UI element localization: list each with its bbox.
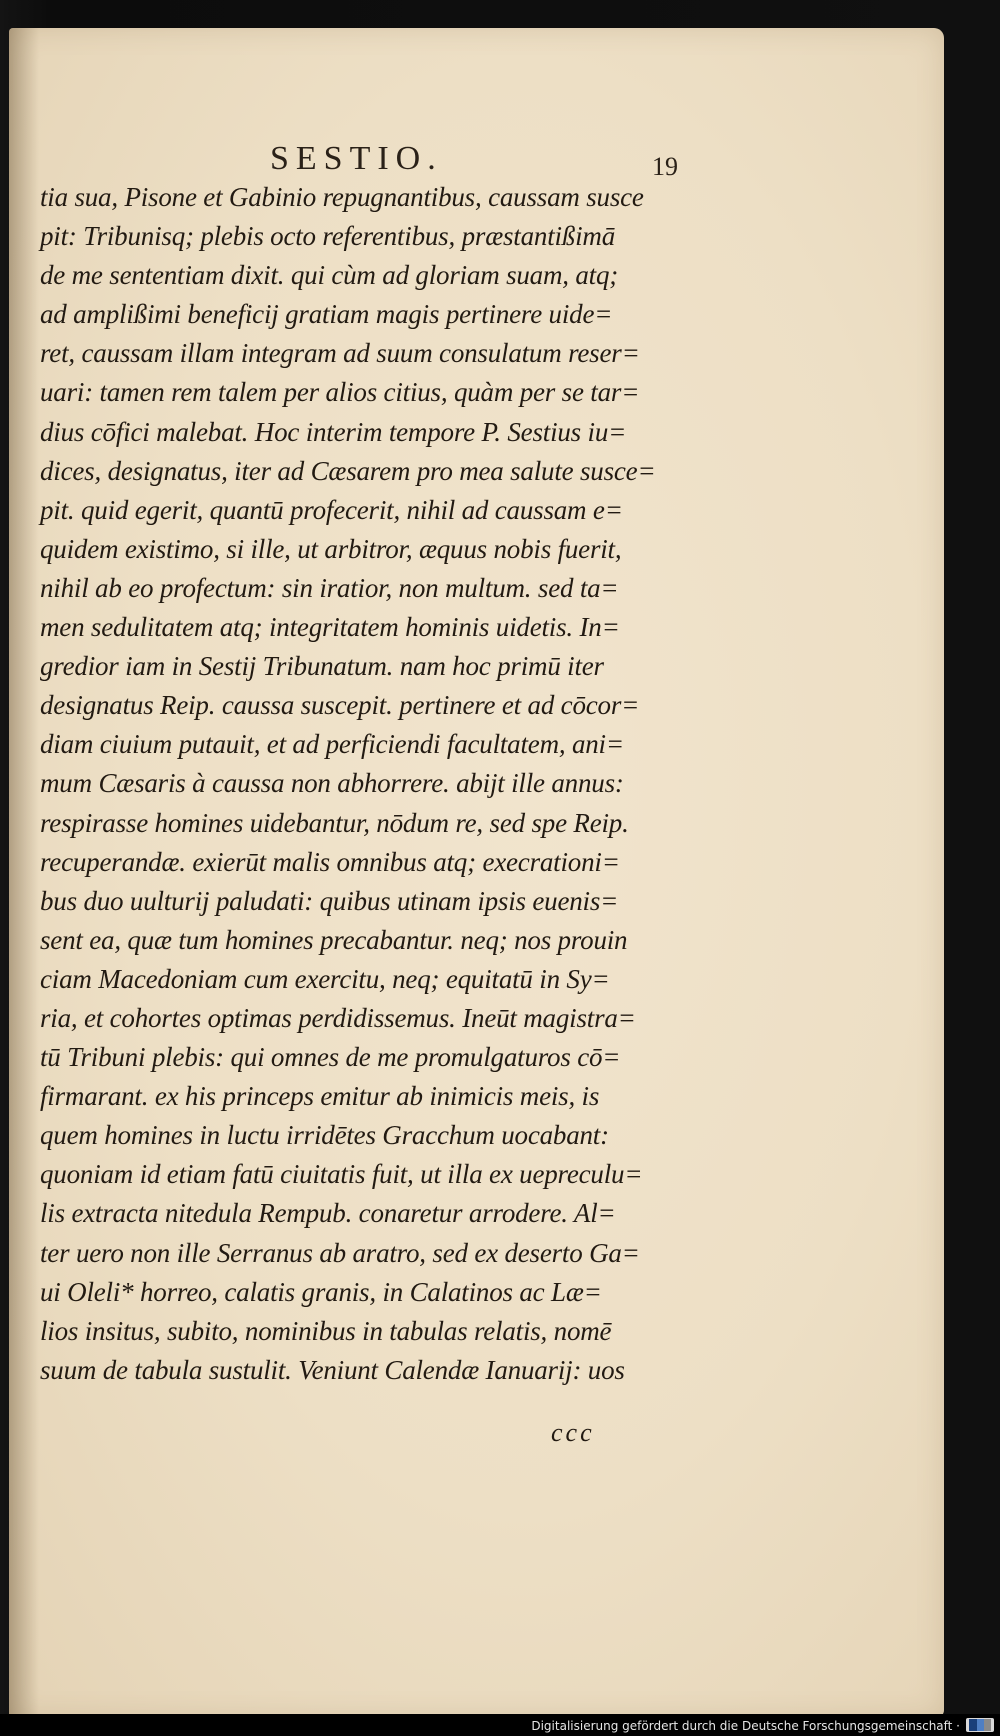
text-line: quidem existimo, si ille, ut arbitror, æquus nobis fuerit,: [40, 533, 622, 564]
text-line: dius cōfici malebat. Hoc interim tempore P. Sestius iu=: [40, 416, 627, 447]
text-line: recuperandæ. exierūt malis omnibus atq; execrationi=: [40, 846, 620, 877]
text-line: uari: tamen rem talem per alios citius, quàm per se tar=: [40, 377, 640, 408]
text-line: mum Cæsaris à caussa non abhorrere. abijt ille annus:: [40, 768, 624, 799]
text-line: gredior iam in Sestij Tribunatum. nam hoc primū iter: [40, 651, 604, 682]
text-line: ad amplißimi beneficij gratiam magis pertinere uide=: [40, 299, 613, 330]
page-number: 19: [652, 152, 678, 181]
body-text: [40, 178, 720, 1390]
text-line: ciam Macedoniam cum exercitu, neq; equitatū in Sy=: [40, 963, 610, 994]
text-line: bus duo uulturij paludati: quibus utinam ipsis euenis=: [40, 885, 619, 916]
text-line: sent ea, quæ tum homines precabantur. neq; nos prouin: [40, 924, 628, 955]
digitization-footer: [0, 1714, 1000, 1736]
text-line: tia sua, Pisone et Gabinio repugnantibus, caussam susce: [40, 182, 644, 212]
text-line: dices, designatus, iter ad Cæsarem pro mea salute susce=: [40, 455, 656, 486]
page-gutter-shadow: [9, 28, 39, 1718]
text-line: diam ciuium putauit, et ad perficiendi facultatem, ani=: [40, 729, 624, 760]
text-line: ui Oleli* horreo, calatis granis, in Calatinos ac Læ=: [40, 1276, 602, 1307]
text-line: respirasse homines uidebantur, nōdum re, sed spe Reip.: [40, 807, 629, 838]
text-line: ria, et cohortes optimas perdidissemus. Ineūt magistra=: [40, 1002, 636, 1033]
text-line: tū Tribuni plebis: qui omnes de me promulgaturos cō=: [40, 1042, 621, 1073]
text-line: designatus Reip. caussa suscepit. pertinere et ad cōcor=: [40, 690, 640, 721]
text-line: pit. quid egerit, quantū profecerit, nihil ad caussam e=: [40, 494, 623, 525]
text-line: quem homines in luctu irridētes Gracchum uocabant:: [40, 1120, 609, 1151]
text-line: nihil ab eo profectum: sin iratior, non multum. sed ta=: [40, 572, 619, 603]
text-line: pit: Tribunisq; plebis octo referentibus, præstantißimā: [40, 221, 616, 252]
catchword: ccc: [551, 1418, 595, 1447]
funding-credit: Digitalisierung gefördert durch die Deutsche Forschungsgemeinschaft ·: [531, 1719, 960, 1733]
text-line: firmarant. ex his princeps emitur ab inimicis meis, is: [40, 1081, 600, 1112]
text-line: lis extracta nitedula Rempub. conaretur arrodere. Al=: [40, 1198, 616, 1229]
text-line: ter uero non ille Serranus ab aratro, sed ex deserto Ga=: [40, 1237, 640, 1268]
text-line: ret, caussam illam integram ad suum consulatum reser=: [40, 338, 640, 369]
text-line: suum de tabula sustulit. Veniunt Calendæ Ianuarij: uos: [40, 1354, 625, 1385]
text-line: de me sententiam dixit. qui cùm ad gloriam suam, atq;: [40, 260, 619, 291]
text-line: men sedulitatem atq; integritatem hominis uidetis. In=: [40, 612, 620, 643]
dfg-logo: [966, 1718, 994, 1732]
text-line: quoniam id etiam fatū ciuitatis fuit, ut illa ex uepreculu=: [40, 1159, 643, 1190]
running-title: SESTIO.: [270, 140, 443, 177]
text-line: lios insitus, subito, nominibus in tabulas relatis, nomē: [40, 1315, 612, 1346]
